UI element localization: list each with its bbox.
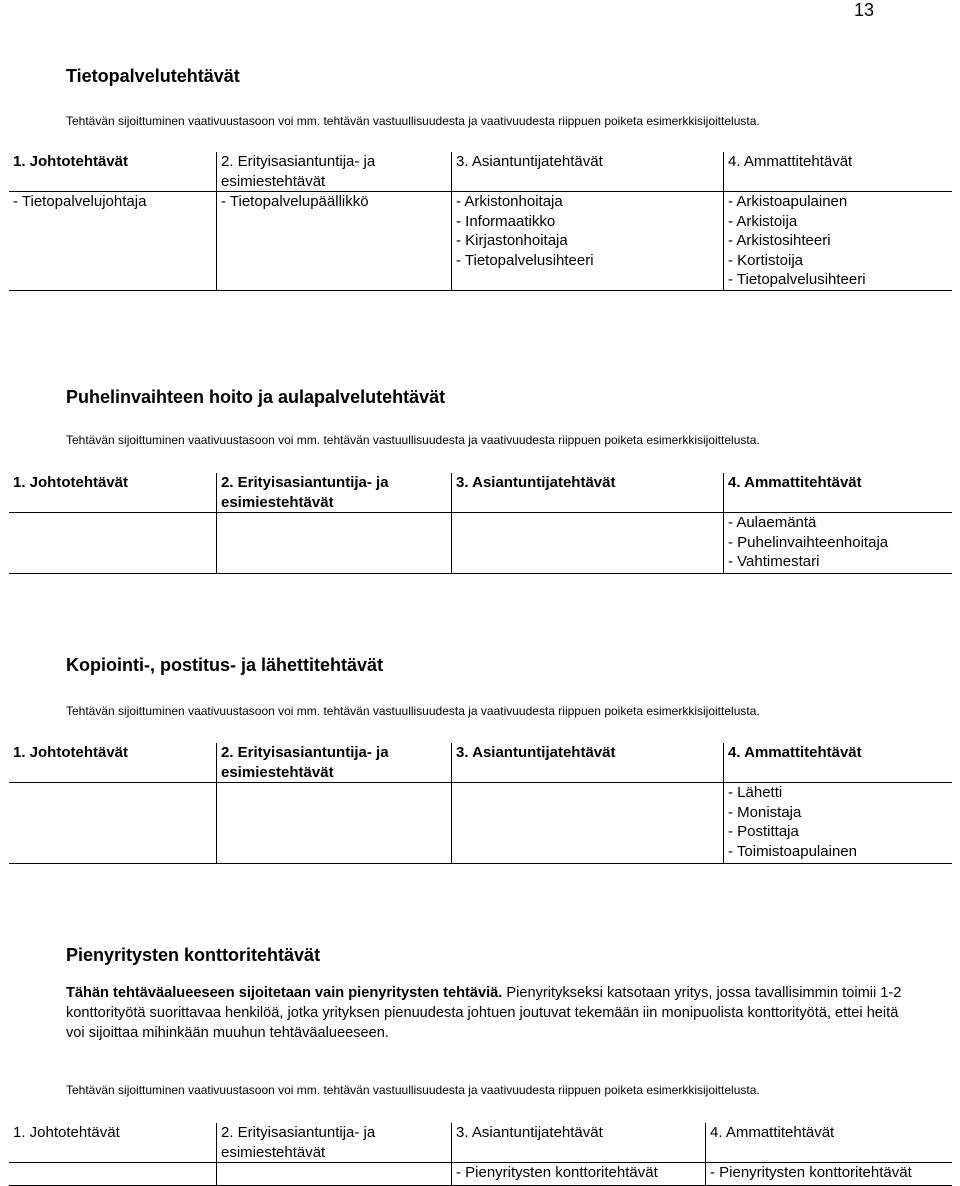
column-header-4: 4. Ammattitehtävät <box>724 743 953 783</box>
list-item: - Tietopalvelusihteeri <box>728 271 866 288</box>
section-title: Puhelinvaihteen hoito ja aulapalvelutehtävät <box>66 387 446 407</box>
cell-col-4 <box>724 513 953 574</box>
list-item: - Lähetti <box>728 784 783 801</box>
list-item: - Kirjastonhoitaja <box>456 232 568 249</box>
list-item: - Tietopalvelusihteeri <box>456 251 594 269</box>
column-header-2: 2. Erityisasiantuntija- ja esimiestehtävät <box>217 1123 452 1163</box>
column-header-2: 2. Erityisasiantuntija- ja esimiestehtävät <box>217 152 452 192</box>
cell-col-2 <box>217 192 452 291</box>
column-header-1: 1. Johtotehtävät <box>13 474 129 491</box>
list-item: - Arkistosihteeri <box>728 232 831 249</box>
list-item: - Postittaja <box>728 823 799 840</box>
cell-col-1 <box>9 513 217 574</box>
intro-text: Pienyritykseksi katsotaan yritys, jossa tavallisimmin toimii 1-2 konttorityötä suorittavaa henkilöä, jotka yrityksen pienuudesta johtuen joutuvat tekemään iin monipuolista konttorityötä, ettei heitä voi sijoittaa mihinkään muuhun tehtäväalueeseen. <box>66 985 902 1041</box>
cell-col-4 <box>724 192 953 291</box>
list-item: - Tietopalvelujohtaja <box>13 193 147 210</box>
column-header-1: 1. Johtotehtävät <box>13 1124 120 1141</box>
cell-col-3 <box>452 513 724 574</box>
classification-table <box>9 1123 952 1186</box>
list-item: - Arkistoija <box>728 212 798 230</box>
list-item: - Pienyritysten konttoritehtävät <box>710 1164 912 1181</box>
column-header-4: 4. Ammattitehtävät <box>724 152 953 192</box>
list-item: - Arkistoapulainen <box>728 193 848 210</box>
section-intro <box>66 983 916 1043</box>
classification-table <box>9 743 952 864</box>
column-header-1: 1. Johtotehtävät <box>13 744 129 761</box>
section-title: Kopiointi-, postitus- ja lähettitehtävät <box>66 655 384 675</box>
list-item: - Vahtimestari <box>728 553 820 570</box>
column-header-3: 3. Asiantuntijatehtävät <box>452 473 724 513</box>
page-number: 13 <box>853 0 874 20</box>
list-item: - Arkistonhoitaja <box>456 193 563 210</box>
list-item: - Toimistoapulainen <box>728 842 857 860</box>
cell-col-4 <box>706 1163 953 1186</box>
cell-col-1 <box>9 1163 217 1186</box>
column-header-3: 3. Asiantuntijatehtävät <box>452 152 724 192</box>
cell-col-4 <box>724 783 953 864</box>
placement-note: Tehtävän sijoittuminen vaativuustasoon voi mm. tehtävän vastuullisuudesta ja vaativuudesta riippuen poiketa esimerkkisijoittelusta. <box>66 433 760 447</box>
column-header-3: 3. Asiantuntijatehtävät <box>452 1123 706 1163</box>
list-item: - Pienyritysten konttoritehtävät <box>456 1164 658 1181</box>
list-item: - Informaatikko <box>456 212 556 230</box>
cell-col-3 <box>452 783 724 864</box>
list-item: - Puhelinvaihteenhoitaja <box>728 533 889 551</box>
column-header-1: 1. Johtotehtävät <box>13 153 129 170</box>
cell-col-3 <box>452 1163 706 1186</box>
list-item: - Monistaja <box>728 803 802 821</box>
classification-table <box>9 152 952 291</box>
column-header-4: 4. Ammattitehtävät <box>724 473 953 513</box>
list-item: - Kortistoija <box>728 251 804 269</box>
cell-col-2 <box>217 783 452 864</box>
intro-bold: Tähän tehtäväalueeseen sijoitetaan vain pienyritysten tehtäviä. <box>66 985 503 1001</box>
column-header-2: 2. Erityisasiantuntija- ja esimiestehtävät <box>217 743 452 783</box>
section-title: Pienyritysten konttoritehtävät <box>66 945 321 965</box>
cell-col-1 <box>9 783 217 864</box>
cell-col-2 <box>217 1163 452 1186</box>
placement-note: Tehtävän sijoittuminen vaativuustasoon voi mm. tehtävän vastuullisuudesta ja vaativuudesta riippuen poiketa esimerkkisijoittelusta. <box>66 1083 760 1097</box>
section-title: Tietopalvelutehtävät <box>66 66 240 86</box>
placement-note: Tehtävän sijoittuminen vaativuustasoon voi mm. tehtävän vastuullisuudesta ja vaativuudesta riippuen poiketa esimerkkisijoittelusta. <box>66 114 760 128</box>
list-item: - Tietopalvelupäällikkö <box>221 193 369 210</box>
list-item: - Aulaemäntä <box>728 514 817 531</box>
cell-col-2 <box>217 513 452 574</box>
cell-col-3 <box>452 192 724 291</box>
column-header-2: 2. Erityisasiantuntija- ja esimiestehtävät <box>217 473 452 513</box>
classification-table <box>9 473 952 574</box>
column-header-3: 3. Asiantuntijatehtävät <box>452 743 724 783</box>
placement-note: Tehtävän sijoittuminen vaativuustasoon voi mm. tehtävän vastuullisuudesta ja vaativuudesta riippuen poiketa esimerkkisijoittelusta. <box>66 704 760 718</box>
cell-col-1 <box>9 192 217 291</box>
column-header-4: 4. Ammattitehtävät <box>706 1123 953 1163</box>
